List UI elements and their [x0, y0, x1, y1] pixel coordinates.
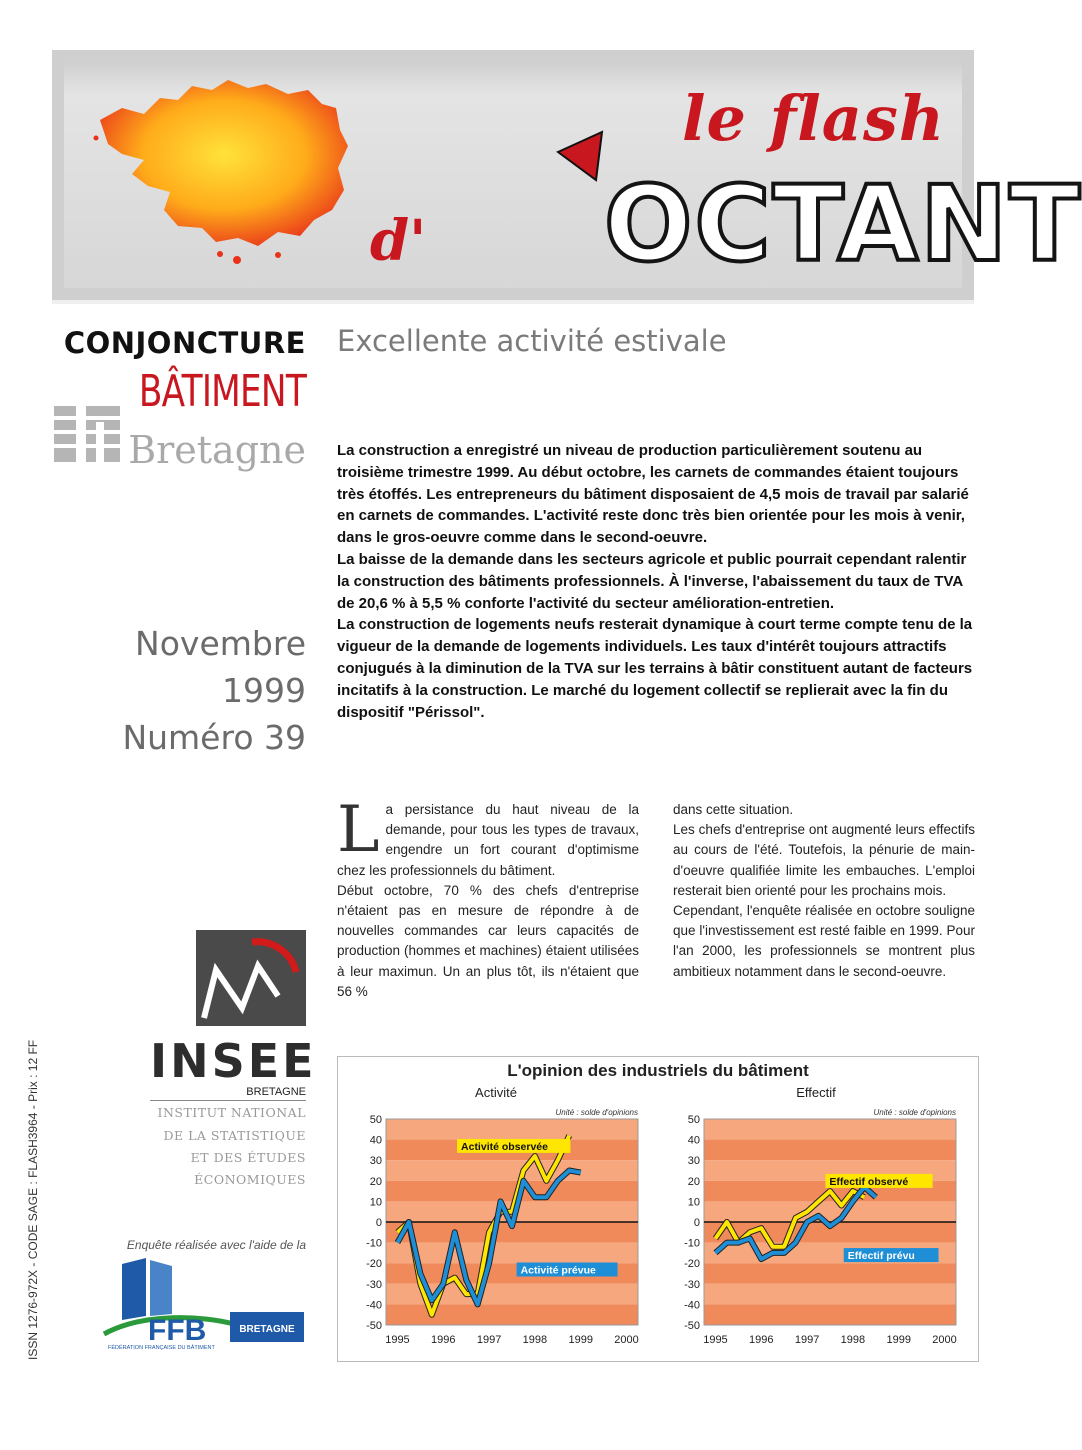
- issue-month: Novembre: [135, 624, 306, 663]
- series-subtitle: BÂTIMENT: [138, 366, 306, 417]
- plot-band: [704, 1201, 956, 1222]
- series-region: Bretagne: [128, 428, 306, 472]
- body-paragraph: a persistance du haut niveau de la demande, pour tous les types de travaux, engendre un fort courant d'optimisme chez les professionnels du bâtiment.: [337, 802, 639, 878]
- x-tick-label: 2000: [932, 1334, 957, 1346]
- body-paragraph: Les chefs d'entreprise ont augmenté leurs effectifs au cours de l'été. Toutefois, la pénurie de main-d'oeuvre qualifiée limite les embauches. L'emploi resterait bien orienté pour les prochains mois.: [673, 822, 975, 898]
- plot-band: [704, 1140, 956, 1161]
- y-tick-label: -30: [684, 1278, 700, 1291]
- y-tick-label: 0: [693, 1217, 700, 1229]
- unit-note: Unité : solde d'opinions: [555, 1108, 638, 1117]
- body-paragraph: Cependant, l'enquête réalisée en octobre souligne que l'investissement est resté faible en 1999. Pour l'an 2000, les professionnels se montrent plus ambitieux notamment dans le second-oeuvre.: [673, 903, 975, 979]
- y-tick-label: -50: [366, 1320, 382, 1332]
- x-tick-label: 1996: [431, 1334, 456, 1346]
- plot-band: [386, 1160, 638, 1181]
- brand-logo: OCTANT: [604, 163, 1082, 285]
- brand-prefix: d': [370, 208, 427, 274]
- ffb-region: BRETAGNE: [239, 1324, 295, 1335]
- plot-band: [386, 1304, 638, 1325]
- x-tick-label: 1999: [886, 1334, 911, 1346]
- x-tick-label: 1996: [749, 1334, 774, 1346]
- series-label: Effectif observé: [829, 1175, 909, 1188]
- insee-region: BRETAGNE: [150, 1086, 306, 1101]
- effectif-chart: [668, 1103, 964, 1355]
- y-tick-label: 20: [369, 1175, 382, 1188]
- series-label: Effectif prévu: [847, 1250, 915, 1263]
- insee-line-2: DE LA STATISTIQUE: [163, 1128, 306, 1143]
- flash-title: le flash: [682, 82, 945, 155]
- y-tick-label: -50: [684, 1320, 700, 1332]
- body-column-2: [673, 800, 975, 982]
- ffb-name: FFB: [148, 1314, 207, 1347]
- intro-paragraph: La construction de logements neufs resterait dynamique à court terme compte tenu de la vigueur de la demande de logements individuels. Les taux d'intérêt toujours attractifs conjugués à la diminution de la TVA sur les terrains à bâtir constituent autant de facteurs incitatifs à la construction. Le marché du logement collectif se replierait avec la fin du dispositif "Périssol".: [337, 616, 973, 721]
- y-tick-label: 30: [687, 1155, 700, 1168]
- issue-number: Numéro 39: [122, 718, 306, 757]
- ffb-full-name: FÉDÉRATION FRANÇAISE DU BÂTIMENT: [108, 1345, 215, 1351]
- plot-band: [386, 1181, 638, 1202]
- ffb-logo-icon: [104, 1254, 306, 1350]
- unit-note: Unité : solde d'opinions: [873, 1108, 956, 1117]
- survey-credit: Enquête réalisée avec l'aide de la: [126, 1238, 306, 1252]
- x-tick-label: 1997: [794, 1334, 820, 1346]
- y-tick-label: 0: [375, 1217, 382, 1229]
- drop-cap: L: [337, 793, 380, 867]
- article-headline: Excellente activité estivale: [337, 324, 727, 358]
- y-tick-label: 10: [369, 1196, 382, 1209]
- insee-logo-icon: [196, 930, 306, 1026]
- header-banner: [52, 50, 1082, 304]
- y-tick-label: -40: [366, 1299, 382, 1312]
- y-tick-label: -40: [684, 1299, 700, 1312]
- series-label: Activité observée: [461, 1140, 548, 1153]
- intro-paragraph: La construction a enregistré un niveau de production particulièrement soutenu au troisième trimestre 1999. Au début octobre, les carnets de commandes étaient toujours très étoffés. Les entrepreneurs du bâtiment disposaient de 4,5 mois de travail par salarié en carnets de commandes. L'activité reste donc très bien orientée pour les mois à venir, dans le gros-oeuvre comme dans le second-oeuvre.: [337, 442, 969, 547]
- plot-band: [704, 1284, 956, 1305]
- issue-date: [52, 620, 306, 761]
- intro-paragraph: La baisse de la demande dans les secteurs agricole et public pourrait cependant ralentir la construction des bâtiments professionnels. À l'inverse, l'abaissement du taux de TVA de 20,6 % à 5,5 % conforte l'activité du secteur amélioration-entretien.: [337, 550, 967, 612]
- body-paragraph: Début octobre, 70 % des chefs d'entreprise n'étaient pas en mesure de répondre à de nouvelles commandes car leurs capacités de production (hommes et machines) étaient utilisées à leur maximun. Un an plus tôt, ils n'étaient que 56 %: [337, 882, 639, 999]
- y-tick-label: 40: [687, 1134, 700, 1147]
- insee-name: INSEE: [150, 1034, 317, 1088]
- plot-band: [704, 1263, 956, 1284]
- issn-line: ISSN 1276-972X - CODE SAGE : FLASH3964 - Prix : 12 FF: [26, 1039, 40, 1360]
- plot-band: [704, 1304, 956, 1325]
- insee-line-3: ET DES ÉTUDES: [190, 1150, 306, 1165]
- y-tick-label: 50: [369, 1114, 382, 1126]
- x-tick-label: 1998: [522, 1334, 548, 1346]
- brittany-map: [100, 80, 348, 246]
- x-tick-label: 2000: [614, 1334, 639, 1346]
- series-label: Activité prévue: [520, 1264, 596, 1277]
- chart-subtitle-effectif: Effectif: [796, 1085, 836, 1100]
- y-tick-label: 10: [687, 1196, 700, 1209]
- issue-year: 1999: [222, 671, 306, 710]
- y-tick-label: -10: [366, 1237, 382, 1250]
- plot-band: [386, 1243, 638, 1264]
- y-tick-label: -10: [684, 1237, 700, 1250]
- chart-panel-title: L'opinion des industriels du bâtiment: [507, 1061, 809, 1080]
- x-tick-label: 1995: [385, 1334, 410, 1346]
- insee-line-1: INSTITUT NATIONAL: [157, 1105, 306, 1120]
- insee-line-4: ÉCONOMIQUES: [194, 1172, 306, 1187]
- body-column-1: [337, 793, 639, 1002]
- y-tick-label: 50: [687, 1114, 700, 1126]
- x-tick-label: 1997: [476, 1334, 502, 1346]
- chart-subtitle-activite: Activité: [475, 1085, 517, 1100]
- plot-band: [386, 1119, 638, 1140]
- x-tick-label: 1999: [568, 1334, 593, 1346]
- y-tick-label: -20: [366, 1258, 382, 1271]
- x-tick-label: 1998: [840, 1334, 866, 1346]
- x-tick-label: 1995: [703, 1334, 728, 1346]
- y-tick-label: -30: [366, 1278, 382, 1291]
- body-paragraph: dans cette situation.: [673, 802, 794, 817]
- y-tick-label: 20: [687, 1175, 700, 1188]
- chart-panel: [337, 1056, 979, 1362]
- plot-band: [704, 1119, 956, 1140]
- y-tick-label: 40: [369, 1134, 382, 1147]
- article-intro: [337, 440, 977, 723]
- y-tick-label: 30: [369, 1155, 382, 1168]
- activite-chart: [350, 1103, 646, 1355]
- y-tick-label: -20: [684, 1258, 700, 1271]
- octant-arrow-icon: [532, 132, 622, 202]
- series-title: CONJONCTURE: [63, 326, 306, 360]
